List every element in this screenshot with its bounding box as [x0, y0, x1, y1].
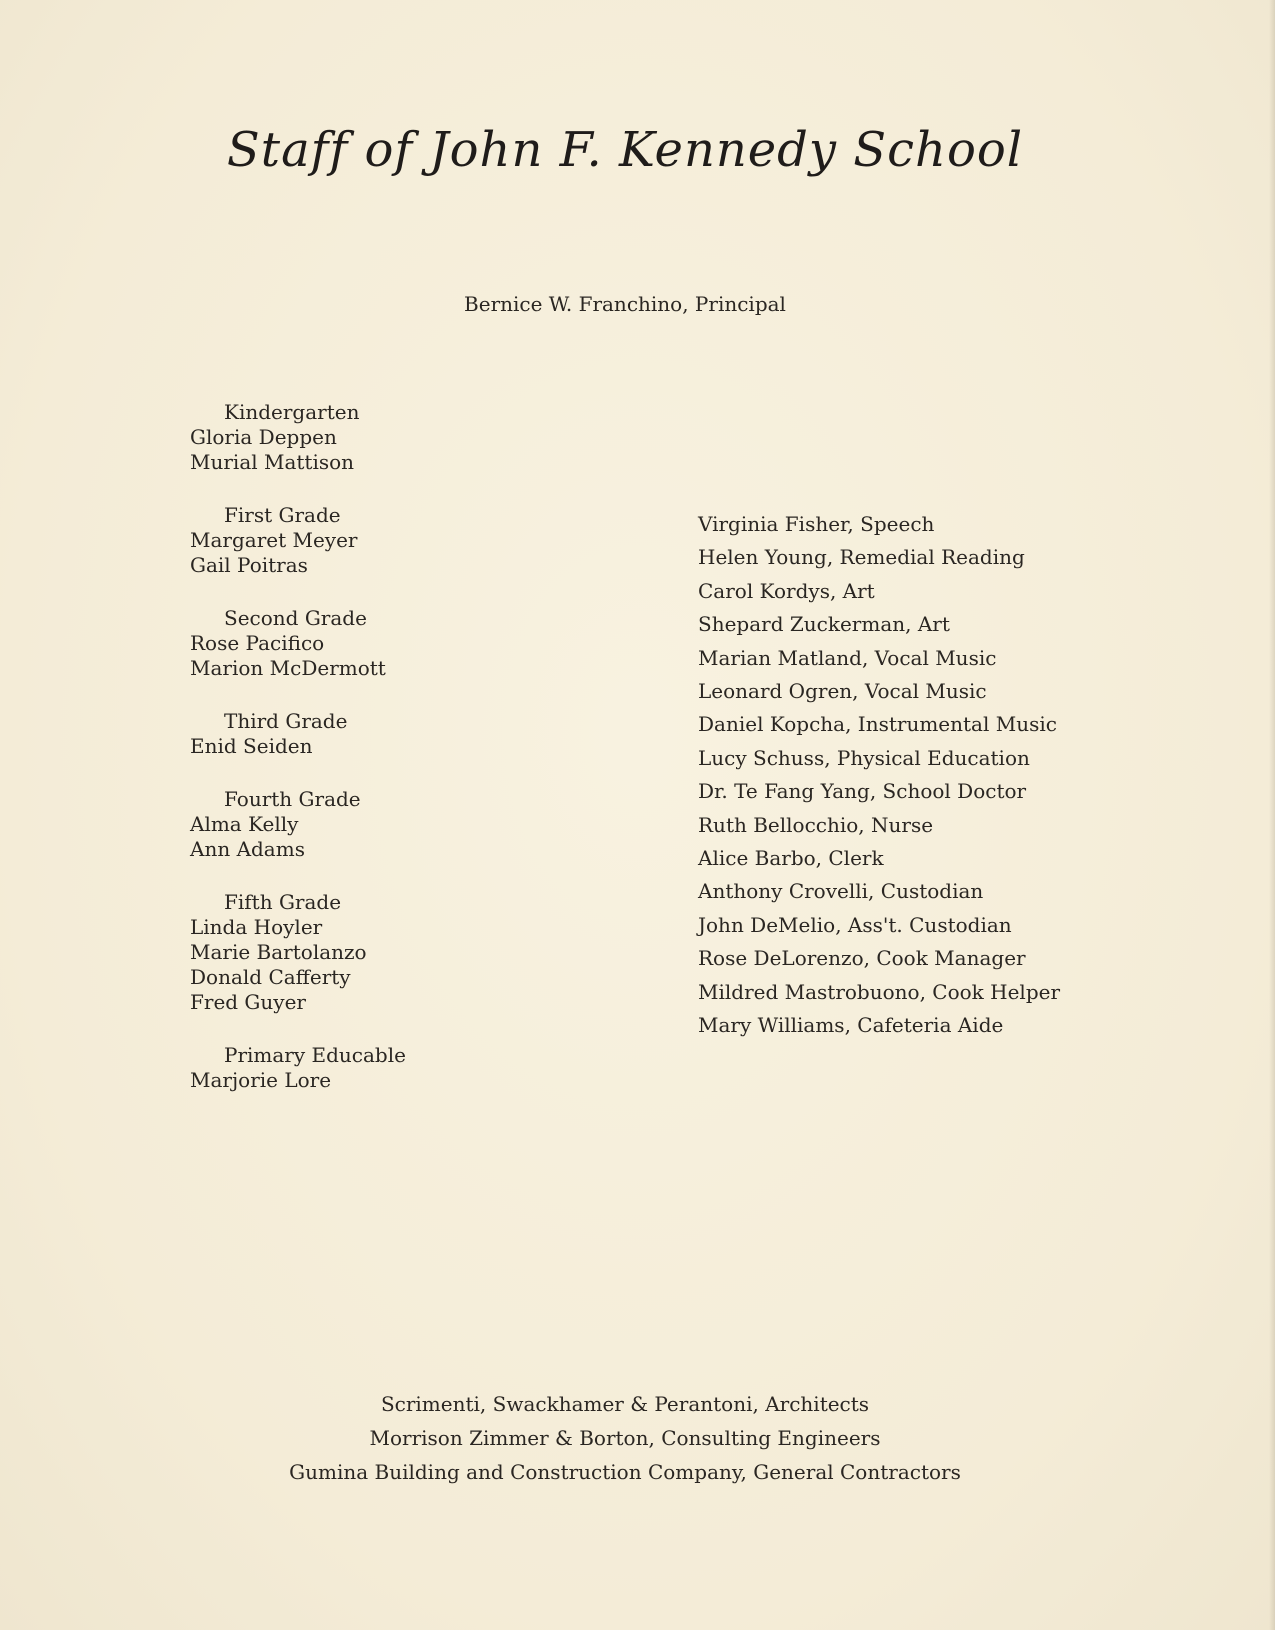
special-staff-list — [698, 508, 1148, 1043]
teacher-name: Marjorie Lore — [190, 1068, 332, 1092]
grade-group — [190, 1043, 570, 1093]
grade-group — [190, 503, 570, 578]
staff-entry: Alice Barbo, Clerk — [698, 846, 884, 871]
page-title: Staff of John F. Kennedy School — [226, 122, 1024, 178]
teacher-name: Marion McDermott — [190, 656, 386, 680]
grade-staff-list — [190, 400, 570, 1121]
credit-line: Scrimenti, Swackhamer & Perantoni, Architects — [380, 1392, 870, 1416]
teacher-name: Murial Mattison — [190, 450, 355, 474]
grade-title: Second Grade — [224, 606, 367, 630]
staff-entry: Mildred Mastrobuono, Cook Helper — [698, 979, 1061, 1004]
grade-title: Kindergarten — [224, 400, 360, 424]
teacher-name: Marie Bartolanzo — [190, 940, 367, 964]
teacher-name: Rose Pacifico — [190, 631, 325, 655]
staff-entry: Dr. Te Fang Yang, School Doctor — [698, 779, 1027, 804]
principal-line: Bernice W. Franchino, Principal — [464, 292, 786, 316]
grade-group — [190, 890, 570, 1015]
staff-entry: Anthony Crovelli, Custodian — [698, 879, 984, 904]
staff-entry: Lucy Schuss, Physical Education — [698, 745, 1030, 770]
grade-group — [190, 787, 570, 862]
staff-entry: Marian Matland, Vocal Music — [698, 645, 997, 670]
grade-title: Third Grade — [224, 709, 348, 733]
staff-entry: Rose DeLorenzo, Cook Manager — [698, 946, 1026, 971]
staff-entry: Carol Kordys, Art — [698, 578, 875, 603]
teacher-name: Gloria Deppen — [190, 425, 337, 449]
grade-title: First Grade — [224, 503, 341, 527]
staff-entry: Virginia Fisher, Speech — [698, 512, 935, 536]
staff-entry: Helen Young, Remedial Reading — [698, 545, 1025, 570]
grade-title: Primary Educable — [224, 1043, 406, 1067]
grade-group — [190, 606, 570, 681]
staff-entry: Leonard Ogren, Vocal Music — [698, 679, 987, 704]
teacher-name: Fred Guyer — [190, 990, 306, 1014]
teacher-name: Margaret Meyer — [190, 528, 358, 552]
staff-entry: Mary Williams, Cafeteria Aide — [698, 1013, 1004, 1038]
staff-entry: Daniel Kopcha, Instrumental Music — [698, 712, 1057, 737]
teacher-name: Gail Poitras — [190, 553, 308, 577]
teacher-name: Linda Hoyler — [190, 915, 323, 939]
grade-title: Fifth Grade — [224, 890, 342, 914]
staff-entry: Shepard Zuckerman, Art — [698, 612, 950, 637]
credit-line: Morrison Zimmer & Borton, Consulting Engineers — [369, 1426, 881, 1450]
staff-entry: Ruth Bellocchio, Nurse — [698, 812, 934, 837]
staff-entry: John DeMelio, Ass't. Custodian — [698, 912, 1012, 937]
teacher-name: Donald Cafferty — [190, 965, 351, 989]
credits-block — [0, 1387, 1250, 1489]
teacher-name: Alma Kelly — [190, 812, 299, 836]
grade-group — [190, 709, 570, 759]
credit-line: Gumina Building and Construction Company, General Contractors — [289, 1460, 961, 1484]
teacher-name: Enid Seiden — [190, 734, 313, 758]
teacher-name: Ann Adams — [190, 837, 305, 861]
grade-group — [190, 400, 570, 475]
grade-title: Fourth Grade — [224, 787, 361, 811]
